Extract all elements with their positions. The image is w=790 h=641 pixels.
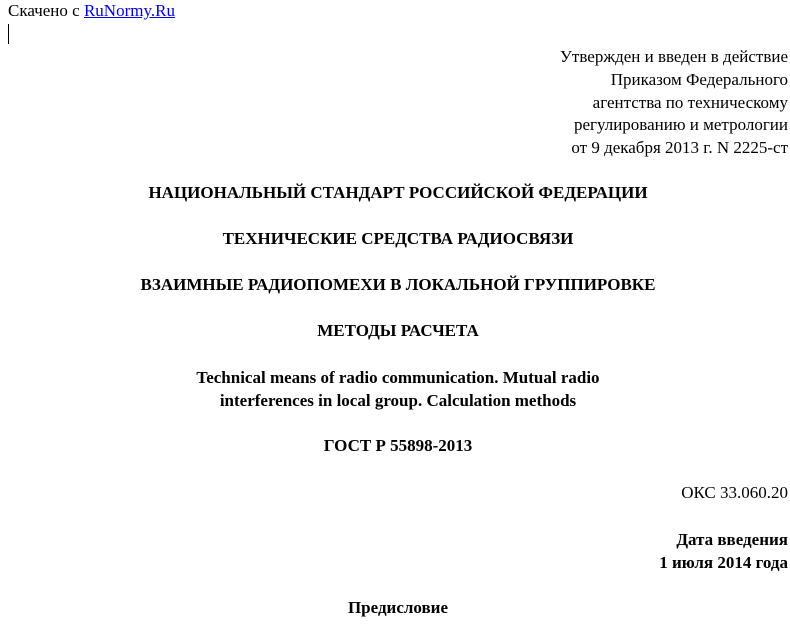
approval-line: Приказом Федерального [610,69,788,89]
approval-line: Утвержден и введен в действие [559,47,788,66]
source-line [8,1,175,21]
foreword-heading: Предисловие [347,598,449,617]
subject-title: ТЕХНИЧЕСКИЕ СРЕДСТВА РАДИОСВЯЗИ [222,229,574,248]
national-standard-title: НАЦИОНАЛЬНЫЙ СТАНДАРТ РОССИЙСКОЙ ФЕДЕРАЦИИ [148,183,648,202]
english-title-line-2: interferences in local group. Calculation methods [219,391,577,410]
approval-line: регулированию и метрологии [573,115,788,135]
source-link[interactable]: RuNormy.Ru [83,1,175,20]
intro-date-block [659,529,788,574]
methods-title: МЕТОДЫ РАСЧЕТА [317,321,479,340]
approval-line: от 9 декабря 2013 г. N 2225-ст [571,138,788,158]
source-prefix: Скачено с [8,1,84,20]
english-title-line-1: Technical means of radio communication. Mutual radio [196,368,600,387]
oks-code: ОКС 33.060.20 [681,483,788,502]
topic-title: ВЗАИМНЫЕ РАДИОПОМЕХИ В ЛОКАЛЬНОЙ ГРУППИРОВКЕ [140,275,656,294]
gost-number: ГОСТ Р 55898-2013 [323,436,473,455]
intro-date-label: Дата введения [676,530,788,549]
approval-block [560,46,788,160]
intro-date-value: 1 июля 2014 года [659,552,788,572]
text-cursor [8,24,9,44]
approval-line: агентства по техническому [592,92,788,112]
